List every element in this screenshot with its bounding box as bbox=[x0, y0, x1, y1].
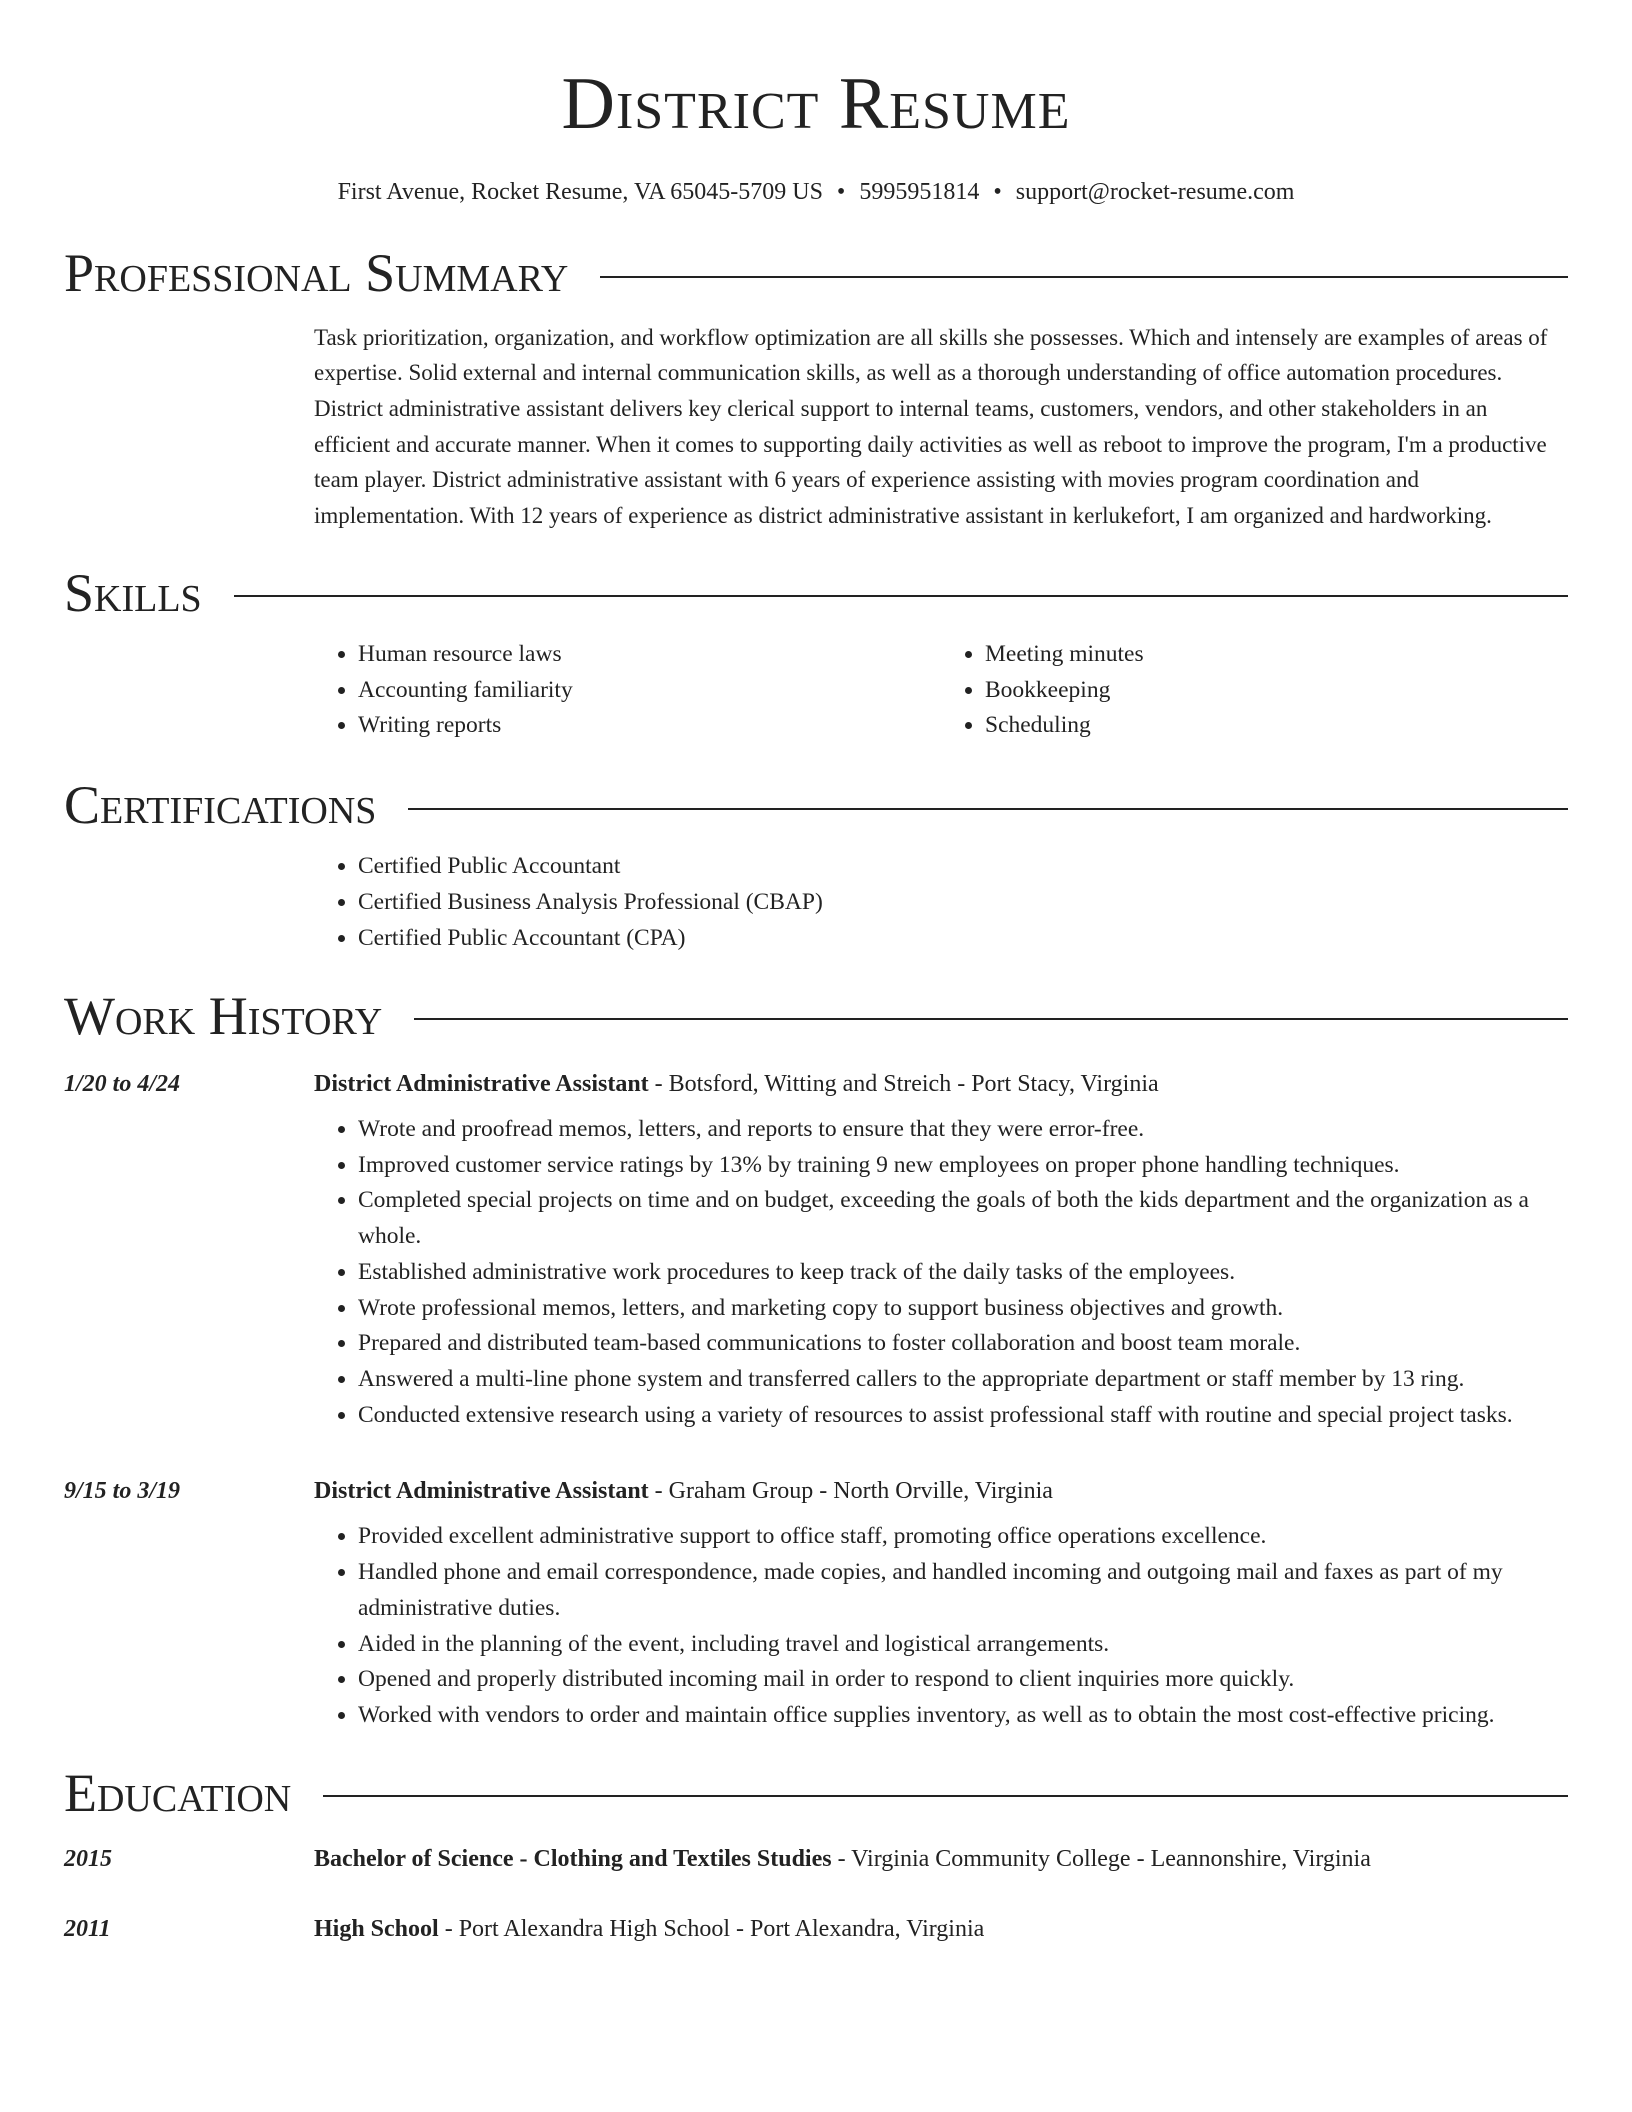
section-heading bbox=[64, 987, 1568, 1046]
job-bullet: • Prepared and distributed team-based communications to foster collaboration and boost team morale. bbox=[358, 1326, 1568, 1362]
job-bullet: • Established administrative work procedures to keep track of the daily tasks of the employees. bbox=[358, 1255, 1568, 1291]
education-school: - Virginia Community College - Leannonshire, Virginia bbox=[831, 1846, 1371, 1873]
job-title-line bbox=[314, 1066, 1568, 1102]
certification-item: • Certified Public Accountant bbox=[358, 849, 1568, 885]
certification-item: • Certified Public Accountant (CPA) bbox=[358, 921, 1568, 957]
contact-line bbox=[64, 177, 1568, 208]
job-entry bbox=[64, 1473, 1568, 1733]
education-details bbox=[314, 1911, 1568, 1947]
contact-separator: • bbox=[836, 179, 846, 206]
section-divider bbox=[408, 808, 1568, 810]
summary-section bbox=[64, 244, 1568, 533]
job-entry bbox=[64, 1066, 1568, 1433]
job-dates: 1/20 to 4/24 bbox=[64, 1071, 181, 1097]
education-degree: Bachelor of Science - Clothing and Textiles Studies bbox=[314, 1846, 832, 1873]
work-history-section bbox=[64, 987, 1568, 1734]
skills-list-left bbox=[314, 637, 941, 744]
section-heading bbox=[64, 1764, 1568, 1823]
certifications-list bbox=[314, 849, 1568, 956]
skills-title: Skills bbox=[64, 562, 202, 623]
education-details bbox=[314, 1841, 1568, 1877]
job-bullets bbox=[314, 1519, 1568, 1733]
education-year: 2015 bbox=[64, 1846, 112, 1873]
skill-item: • Writing reports bbox=[358, 708, 941, 744]
education-year: 2011 bbox=[64, 1916, 111, 1943]
job-role: District Administrative Assistant bbox=[314, 1478, 649, 1505]
job-bullet: • Opened and properly distributed incoming mail in order to respond to client inquiries more quickly. bbox=[358, 1662, 1568, 1698]
contact-phone: 5995951814 bbox=[859, 179, 980, 206]
summary-title: Professional Summary bbox=[64, 243, 569, 304]
contact-email[interactable]: support@rocket-resume.com bbox=[1015, 179, 1295, 206]
job-bullet: • Provided excellent administrative support to office staff, promoting office operations excellence. bbox=[358, 1519, 1568, 1555]
education-section bbox=[64, 1764, 1568, 1947]
section-heading bbox=[64, 776, 1568, 835]
section-divider bbox=[600, 276, 1568, 278]
job-bullet: • Worked with vendors to order and maintain office supplies inventory, as well as to obtain the most cost-effective pricing. bbox=[358, 1698, 1568, 1734]
section-heading bbox=[64, 564, 1568, 623]
skills-grid bbox=[314, 637, 1568, 744]
job-details bbox=[314, 1066, 1568, 1433]
job-bullet: • Conducted extensive research using a variety of resources to assist professional staff with routine and special project tasks. bbox=[358, 1398, 1568, 1434]
section-divider bbox=[234, 595, 1568, 597]
section-divider bbox=[323, 1795, 1568, 1797]
section-heading bbox=[64, 244, 1568, 303]
job-title-line bbox=[314, 1473, 1568, 1509]
summary-text: Task prioritization, organization, and workflow optimization are all skills she possesses. Which and intensely are examples of areas of expertise. Solid external and internal communication skills, as well as a thorough understanding of office automation procedures. District administrative assistant delivers key clerical support to internal teams, customers, vendors, and other stakeholders in an efficient and accurate manner. When it comes to supporting daily activities as well as reboot to improve the program, I'm a productive team player. District administrative assistant with 6 years of experience assisting with movies program coordination and implementation. With 12 years of experience as district administrative assistant in kerlukefort, I am organized and hardworking. bbox=[314, 324, 1548, 528]
work-history-title: Work History bbox=[64, 985, 383, 1046]
job-details bbox=[314, 1473, 1568, 1733]
skill-item: • Human resource laws bbox=[358, 637, 941, 673]
contact-separator: • bbox=[993, 179, 1002, 206]
job-bullet: • Completed special projects on time and on budget, exceeding the goals of both the kids department and the organization as a whole. bbox=[358, 1183, 1568, 1254]
job-employer: - Graham Group - North Orville, Virginia bbox=[648, 1478, 1053, 1505]
job-bullets bbox=[314, 1112, 1568, 1433]
certifications-title: Certifications bbox=[64, 775, 377, 836]
skills-section bbox=[64, 564, 1568, 745]
skill-item: • Accounting familiarity bbox=[358, 673, 941, 709]
job-employer: - Botsford, Witting and Streich - Port Stacy, Virginia bbox=[648, 1071, 1159, 1097]
job-bullet: • Wrote professional memos, letters, and marketing copy to support business objectives and growth. bbox=[358, 1291, 1568, 1327]
education-school: - Port Alexandra High School - Port Alexandra, Virginia bbox=[438, 1916, 985, 1943]
education-entry bbox=[64, 1911, 1568, 1947]
job-bullet: • Handled phone and email correspondence, made copies, and handled incoming and outgoing mail and faxes as part of my administrative duties. bbox=[358, 1555, 1568, 1626]
certification-item: • Certified Business Analysis Professional (CBAP) bbox=[358, 885, 1568, 921]
section-divider bbox=[414, 1018, 1568, 1020]
skill-item: • Scheduling bbox=[985, 708, 1568, 744]
contact-address: First Avenue, Rocket Resume, VA 65045-5709 US bbox=[337, 179, 823, 206]
skill-item: • Meeting minutes bbox=[985, 637, 1568, 673]
job-bullet: • Answered a multi-line phone system and transferred callers to the appropriate department or staff member by 13 ring. bbox=[358, 1362, 1568, 1398]
job-role: District Administrative Assistant bbox=[314, 1071, 649, 1097]
resume-name: District Resume bbox=[561, 63, 1071, 145]
education-entry bbox=[64, 1841, 1568, 1877]
education-degree: High School bbox=[314, 1916, 439, 1943]
education-title: Education bbox=[64, 1762, 292, 1823]
job-bullet: • Wrote and proofread memos, letters, and reports to ensure that they were error-free. bbox=[358, 1112, 1568, 1148]
job-bullet: • Improved customer service ratings by 13% by training 9 new employees on proper phone handling techniques. bbox=[358, 1148, 1568, 1184]
job-bullet: • Aided in the planning of the event, including travel and logistical arrangements. bbox=[358, 1627, 1568, 1663]
skill-item: • Bookkeeping bbox=[985, 673, 1568, 709]
job-dates: 9/15 to 3/19 bbox=[64, 1478, 181, 1505]
skills-list-right bbox=[941, 637, 1568, 744]
certifications-section bbox=[64, 776, 1568, 957]
